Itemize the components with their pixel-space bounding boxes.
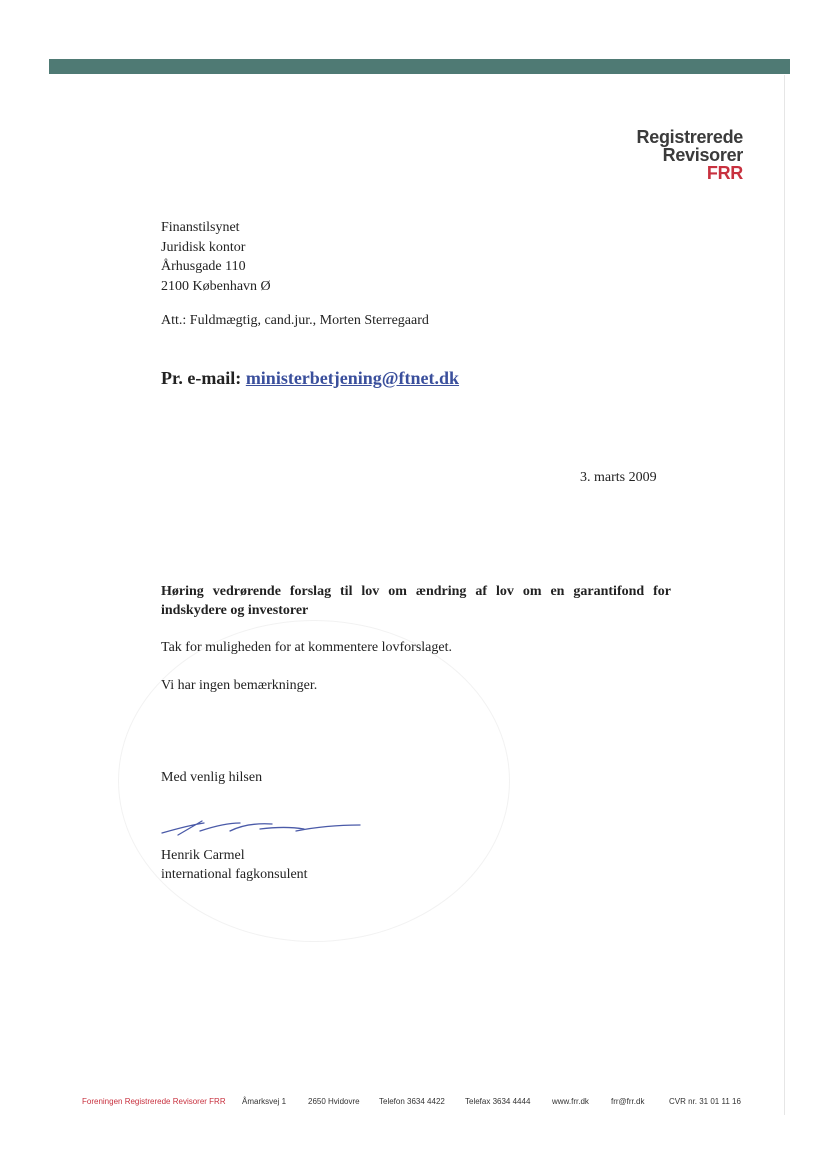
handwritten-signature	[156, 815, 366, 841]
email-label: Pr. e-mail:	[161, 368, 246, 388]
footer-city: 2650 Hvidovre	[308, 1097, 360, 1106]
footer-fax: Telefax 3634 4444	[465, 1097, 531, 1106]
signer-block	[161, 846, 308, 884]
header-bar	[49, 59, 790, 74]
subject-heading: Høring vedrørende forslag til lov om ændring af lov om en garantifond for indskydere og investorer	[161, 584, 671, 618]
logo-line-3: FRR	[706, 163, 743, 183]
footer-web[interactable]: www.frr.dk	[552, 1097, 589, 1106]
recipient-line-4: 2100 København Ø	[161, 278, 271, 294]
logo-line-1: Registrerede	[636, 127, 743, 147]
signer-name: Henrik Carmel	[161, 848, 245, 863]
recipient-line-3: Århusgade 110	[161, 259, 246, 274]
closing-salutation: Med venlig hilsen	[161, 770, 263, 785]
scan-edge-line	[784, 75, 785, 1115]
letter-date: 3. marts 2009	[580, 470, 657, 485]
body-paragraph-2: Vi har ingen bemærkninger.	[161, 678, 318, 693]
recipient-line-2: Juridisk kontor	[161, 239, 246, 255]
footer-email[interactable]: frr@frr.dk	[611, 1097, 645, 1106]
recipient-address	[161, 218, 271, 296]
attention-line: Att.: Fuldmægtig, cand.jur., Morten Sterregaard	[161, 313, 429, 328]
body-paragraph-1: Tak for muligheden for at kommentere lovforslaget.	[161, 640, 452, 655]
logo-line-2: Revisorer	[662, 145, 743, 165]
footer-phone: Telefon 3634 4422	[379, 1097, 445, 1106]
email-link[interactable]: ministerbetjening@ftnet.dk	[245, 368, 460, 388]
signer-title: international fagkonsulent	[161, 867, 308, 882]
email-line	[161, 368, 459, 389]
frr-logo	[637, 128, 743, 182]
footer-cvr: CVR nr. 31 01 11 16	[669, 1097, 741, 1106]
recipient-line-1: Finanstilsynet	[161, 220, 240, 235]
footer-org: Foreningen Registrerede Revisorer FRR	[82, 1097, 226, 1106]
footer-street: Åmarksvej 1	[242, 1097, 287, 1106]
letter-footer	[82, 1097, 742, 1111]
